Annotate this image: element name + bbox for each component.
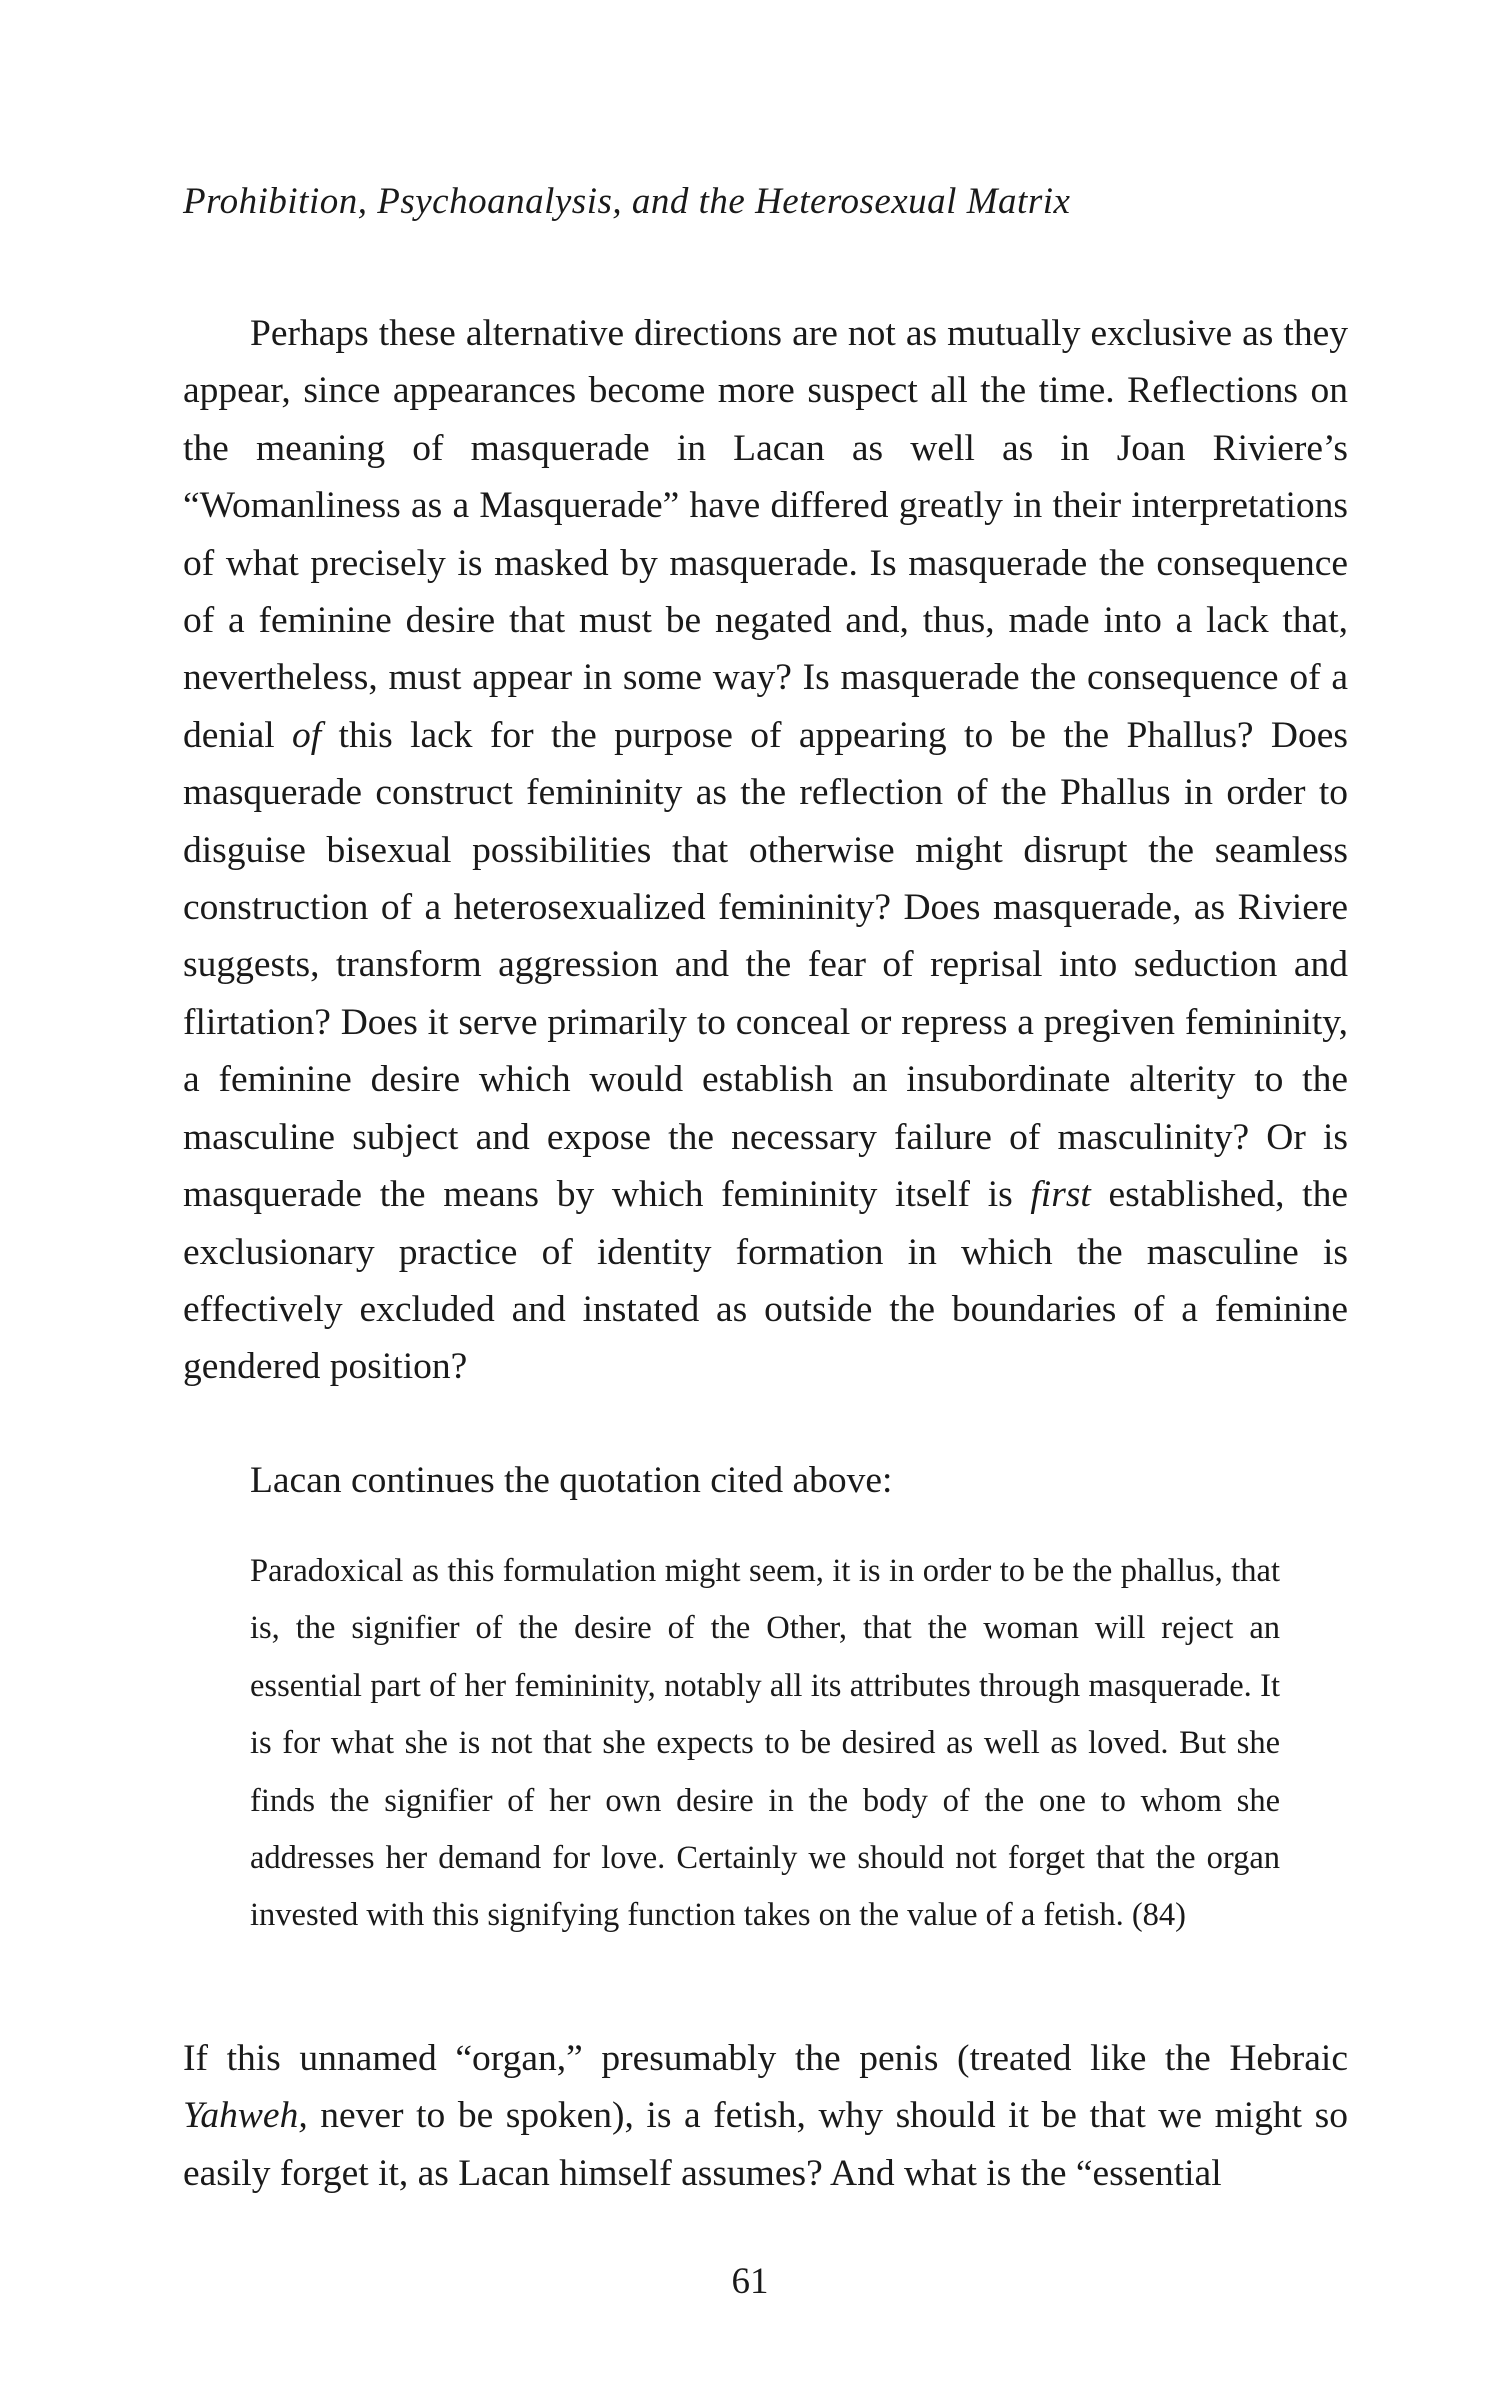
block-quote-lacan: Paradoxical as this formulation might seem, it is in order to be the phallus, that is, the signifier of the desire of the Other, that the woman will reject an essential part of her femininity, notably all its attributes through masquerade. It is for what she is not that she expects to be desired as well as loved. But she finds the signifier of her own desire in the body of the one to whom she addresses her demand for love. Certainly we should not forget that the organ invested with this signifying function takes on the value of a fetish. (84) bbox=[250, 1553, 1280, 1934]
paragraph-text: never to be spoken), is a fetish, why should it be that we might so easily forget it, as Lacan himself assumes? And what is the “essential bbox=[183, 2095, 1348, 2194]
paragraph-text: established, the exclusionary practice of identity formation in which the masculine is effectively excluded and instated as outside the boundaries of a feminine gendered position? bbox=[183, 1174, 1348, 1388]
page-number: 61 bbox=[731, 2261, 769, 2302]
emphasis-yahweh: Yahweh, bbox=[183, 2095, 308, 2137]
paragraph-text: this lack for the purpose of appearing to be the Phallus? Does masquerade construct femininity as the reflection of the Phallus in order to disguise bisexual possibilities that otherwise might disrupt the seamless construction of a heterosexualized femininity? Does masquerade, as Riviere suggests, transform aggression and the fear of reprisal into seduction and flirtation? Does it serve primarily to conceal or repress a pregiven femininity, a feminine desire which would establish an insubordinate alterity to the masculine subject and expose the necessary failure of masculinity? Or is masquerade the means by which femininity itself is bbox=[183, 714, 1348, 1216]
emphasis-of: of bbox=[292, 714, 322, 756]
paragraph-text: If this unnamed “organ,” presumably the penis (treated like the Hebraic bbox=[183, 2038, 1348, 2079]
running-head-title: Prohibition, Psychoanalysis, and the Heterosexual Matrix bbox=[183, 181, 1071, 222]
emphasis-first: first bbox=[1030, 1174, 1091, 1216]
body-paragraph-masquerade bbox=[183, 305, 1348, 1396]
paragraph-text: Perhaps these alternative directions are not as mutually exclusive as they appear, since appearances become more suspect all the time. Reflections on the meaning of masquerade in Lacan as well as in Joan Riviere’s “Womanliness as a Masquerade” have differed greatly in their interpretations of what precisely is masked by masquerade. Is masquerade the consequence of a feminine desire that must be negated and, thus, made into a lack that, nevertheless, must appear in some way? Is masquerade the consequence of a denial bbox=[183, 313, 1348, 756]
body-paragraph-organ bbox=[183, 2030, 1348, 2202]
body-paragraph-lacan-continues: Lacan continues the quotation cited above: bbox=[250, 1460, 893, 1501]
